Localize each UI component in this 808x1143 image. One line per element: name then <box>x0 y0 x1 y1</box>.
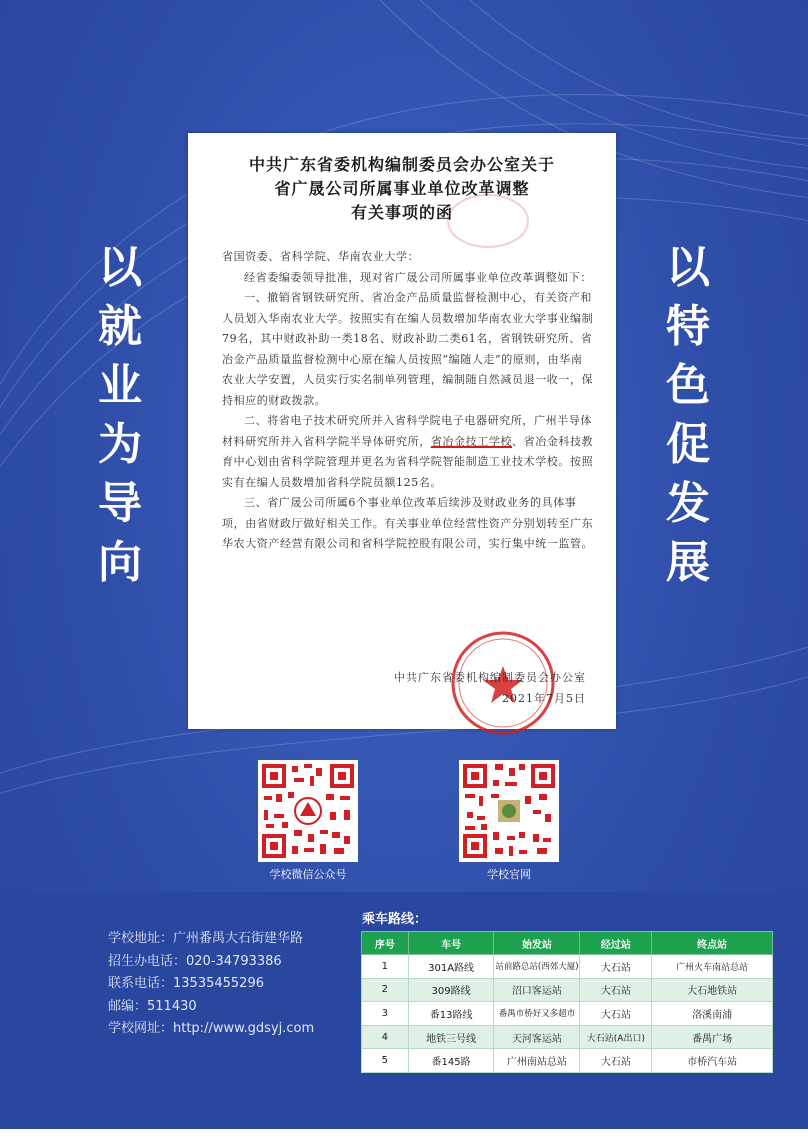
contact-info <box>108 928 314 1041</box>
table-cell: 市桥汽车站 <box>652 1049 773 1073</box>
slogan-left: 以就业为导向 <box>98 242 142 588</box>
table-cell: 番禺市桥好又多超市 <box>494 1002 580 1026</box>
table-cell: 大石站 <box>580 955 652 979</box>
table-cell: 大石地铁站 <box>652 978 773 1002</box>
letter-title-line-2: 省广晟公司所属事业单位改革调整 <box>274 179 530 198</box>
letter-title-line-1: 中共广东省委机构编制委员会办公室关于 <box>248 155 555 174</box>
column-header: 终点站 <box>652 932 773 955</box>
letter-signer: 中共广东省委机构编制委员会办公室 <box>394 671 586 684</box>
wechat-qr-code[interactable] <box>258 760 358 862</box>
table-cell: 309路线 <box>408 978 494 1002</box>
school-website[interactable]: 学校网址：http://www.gdsyj.com <box>108 1021 315 1036</box>
letter-paragraph-2-part-b: 、省冶金科技教育中心划由省科学院管理并更名为省科学院智能制造工业技术学校。按照实有在编人员数增加省科学院员额125名。 <box>222 434 594 489</box>
letter-title <box>188 153 616 225</box>
table-cell: 301A路线 <box>408 955 494 979</box>
table-cell: 广州火车南站总站 <box>652 955 773 979</box>
table-cell: 沼口客运站 <box>494 978 580 1002</box>
contact-phone: 联系电话：13535455296 <box>108 976 264 991</box>
table-row <box>362 978 773 1002</box>
column-header: 始发站 <box>494 932 580 955</box>
table-cell: 番13路线 <box>408 1002 494 1026</box>
underlined-school-name: 省冶金技工学校 <box>430 434 513 448</box>
column-header: 经过站 <box>580 932 652 955</box>
letter-body <box>222 247 594 555</box>
table-cell: 天河客运站 <box>494 1025 580 1049</box>
bus-routes-table <box>361 931 773 1073</box>
table-cell: 大石站(A出口) <box>580 1025 652 1049</box>
table-cell: 番禺广场 <box>652 1025 773 1049</box>
bottom-white-strip <box>0 1129 808 1143</box>
website-qr-code[interactable] <box>459 760 559 862</box>
table-row <box>362 1025 773 1049</box>
table-row <box>362 1049 773 1073</box>
table-cell: 番145路 <box>408 1049 494 1073</box>
letter-title-line-3: 有关事项的函 <box>350 203 453 222</box>
letter-signoff <box>394 667 586 709</box>
table-cell: 大石站 <box>580 978 652 1002</box>
table-cell: 地铁三号线 <box>408 1025 494 1049</box>
letter-paragraph-2-part-a: 二、将省电子技术研究所并入省科学院电子电器研究所，广州半导体材料研究所并入省科学院半导体研究所， <box>222 414 592 448</box>
letter-intro: 经省委编委领导批准，现对省广晟公司所属事业单位改革调整如下： <box>244 270 592 284</box>
admissions-phone: 招生办电话：020-34793386 <box>108 953 282 969</box>
school-address: 学校地址：广州番禺大石街建华路 <box>108 931 304 946</box>
letter-date: 2021年7月5日 <box>502 692 586 705</box>
table-cell: 4 <box>362 1025 409 1049</box>
website-qr-label: 学校官网 <box>487 868 531 881</box>
table-cell: 大石站 <box>580 1049 652 1073</box>
table-cell: 5 <box>362 1049 409 1073</box>
qr-code-icon <box>258 760 358 862</box>
column-header: 车号 <box>408 932 494 955</box>
wechat-qr-label: 学校微信公众号 <box>269 868 347 881</box>
official-letter-document <box>188 133 616 729</box>
table-row <box>362 1002 773 1026</box>
letter-addressee: 省国资委、省科学院、华南农业大学： <box>222 250 420 263</box>
column-header: 序号 <box>362 932 409 955</box>
letter-paragraph-2 <box>222 411 594 493</box>
letter-paragraph-1: 一、撤销省钢铁研究所、省冶金产品质量监督检测中心，有关资产和人员划入华南农业大学。按照实有在编人员数增加华南农业大学事业编制79名，其中财政补助一类18名、财政补助二类61名，省钢铁研究所、省冶金产品质量监督检测中心原在编人员按照“编随人走”的原则，由华南农业大学安置，人员实行实名制单列管理，编制随自然减员退一收一，保持相应的财政拨款。 <box>222 291 594 407</box>
letter-paragraph-3: 三、省广晟公司所属6个事业单位改革后续涉及财政业务的具体事项，由省财政厅做好相关工作。有关事业单位经营性资产分别划转至广东华农大资产经营有限公司和省科学院控股有限公司，实行集中统一监管。 <box>222 496 594 550</box>
postcode: 邮编：511430 <box>108 998 197 1014</box>
table-cell: 广州南站总站 <box>494 1049 580 1073</box>
table-row <box>362 955 773 979</box>
table-header-row <box>362 932 773 955</box>
table-cell: 3 <box>362 1002 409 1026</box>
slogan-right: 以特色促发展 <box>666 242 710 588</box>
table-cell: 大石站 <box>580 1002 652 1026</box>
table-cell: 1 <box>362 955 409 979</box>
table-cell: 洛溪南浦 <box>652 1002 773 1026</box>
qr-code-icon <box>459 760 559 862</box>
table-cell: 站前路总站(西郊大厦) <box>494 955 580 979</box>
table-cell: 2 <box>362 978 409 1002</box>
bus-routes-title: 乘车路线： <box>362 912 428 927</box>
